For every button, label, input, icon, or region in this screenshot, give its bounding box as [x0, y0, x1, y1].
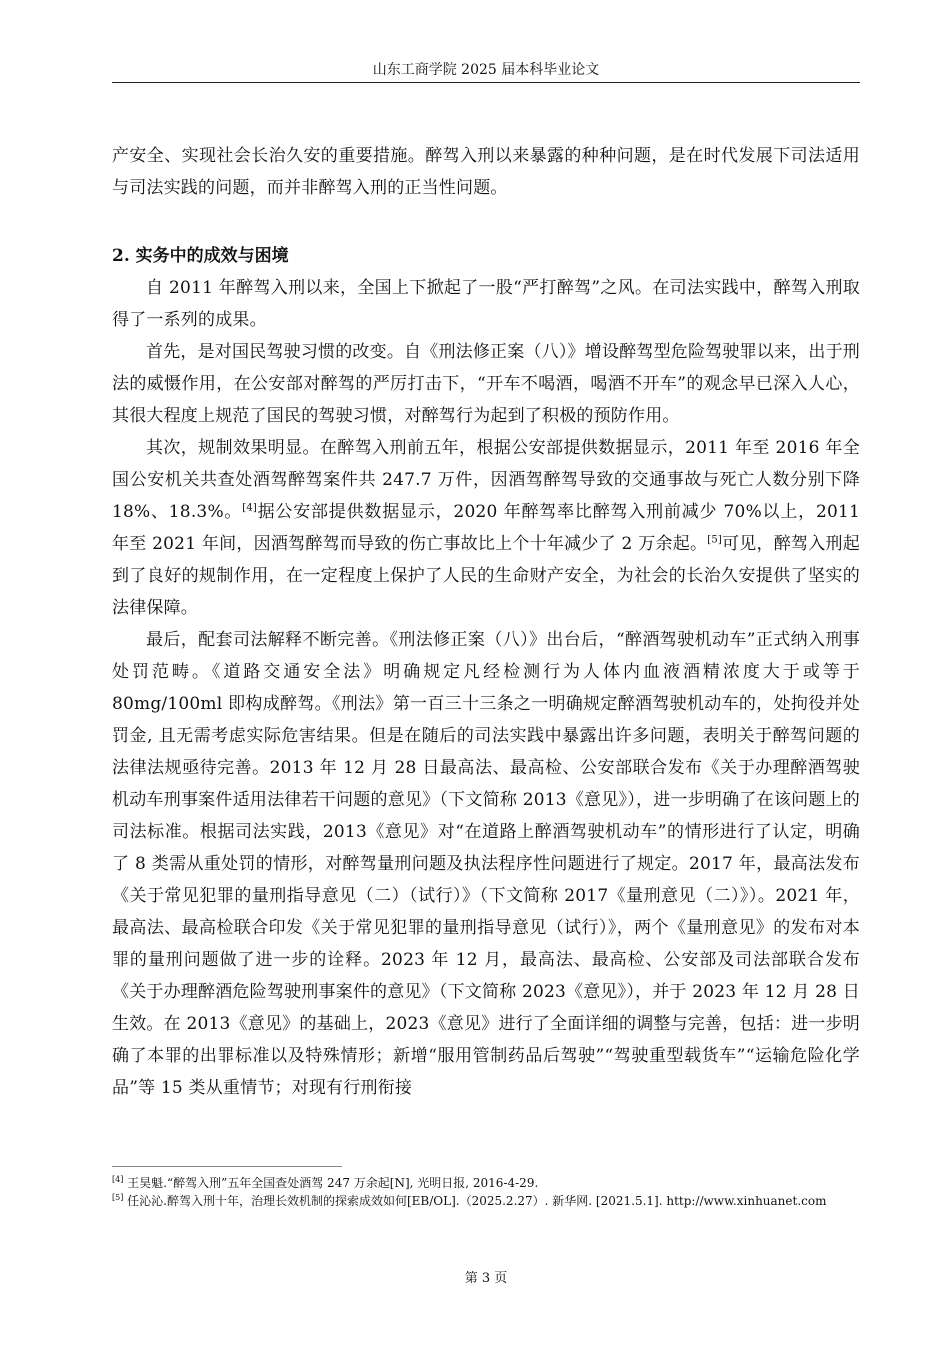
footnote-text: 任沁沁.醉驾入刑十年，治理长效机制的探索成效如何[EB/OL].（2025.2.27）. 新华网. [2021.5.1]. http://www.xinhuanet.com — [123, 1194, 827, 1208]
section-heading: 2. 实务中的成效与困境 — [112, 246, 289, 266]
header-rule — [112, 82, 860, 83]
citation-ref-4: [4] — [242, 502, 257, 514]
footnote-text: 王昊魁.“醉驾入刑”五年全国查处酒驾 247 万余起[N], 光明日报, 2016-4-29. — [123, 1176, 539, 1190]
footnote-mark: [5] — [112, 1193, 124, 1202]
footnote-rule — [112, 1166, 342, 1167]
footnote-5 — [112, 1192, 860, 1210]
paragraph-intro: 自 2011 年醉驾入刑以来，全国上下掀起了一股“严打醉驾”之风。在司法实践中，醉驾入刑取得了一系列的成果。 — [112, 278, 860, 330]
page-header: 山东工商学院 2025 届本科毕业论文 — [372, 62, 600, 78]
footnote-4 — [112, 1174, 860, 1192]
paragraph-text: 其次，规制效果明显。在醉驾入刑前五年，根据公安部提供数据显示，2011 年至 2016 年全国公安机关共查处酒驾醉驾案件共 247.7 万件，因酒驾醉驾导致的交通事故与死亡人数分别下降 18%、18.3%。 — [112, 438, 860, 522]
page-number: 第 3 页 — [464, 1271, 508, 1286]
footnote-mark: [4] — [112, 1175, 124, 1184]
paragraph-second-effect — [112, 432, 860, 624]
paragraph-text: 可见，醉驾入刑起到了良好的规制作用，在一定程度上保护了人民的生命财产安全，为社会的长治久安提供了坚实的法律保障。 — [112, 534, 860, 618]
citation-ref-5: [5] — [707, 534, 722, 546]
body-text — [112, 140, 860, 1104]
footnotes — [112, 1174, 860, 1210]
paragraph-text: 据公安部提供数据显示，2020 年醉驾率比醉驾入刑前减少 70%以上，2011 年至 2021 年间，因酒驾醉驾而导致的伤亡事故比上个十年减少了 2 万余起。 — [112, 502, 861, 554]
paragraph-continued: 产安全、实现社会长治久安的重要措施。醉驾入刑以来暴露的种种问题，是在时代发展下司法适用与司法实践的问题，而并非醉驾入刑的正当性问题。 — [112, 146, 860, 198]
paragraph-third-effect: 最后，配套司法解释不断完善。《刑法修正案（八）》出台后，“醉酒驾驶机动车”正式纳入刑事处罚范畴。《道路交通安全法》明确规定凡经检测行为人体内血液酒精浓度大于或等于 80mg/100ml 即构成醉驾。《刑法》第一百三十三条之一明确规定醉酒驾驶机动车的，处拘役并处罚金, 且无需考虑实际危害结果。但是在随后的司法实践中暴露出许多问题，表明关于醉驾问题的法律法规亟待完善。2013 年 12 月 28 日最高法、最高检、公安部联合发布《关于办理醉酒驾驶机动车刑事案件适用法律若干问题的意见》（下文简称 2013《意见》），进一步明确了在该问题上的司法标准。根据司法实践，2013《意见》对“在道路上醉酒驾驶机动车”的情形进行了认定，明确了 8 类需从重处罚的情形，对醉驾量刑问题及执法程序性问题进行了规定。2017 年，最高法发布《关于常见犯罪的量刑指导意见（二）（试行）》（下文简称 2017《量刑意见（二）》）。2021 年，最高法、最高检联合印发《关于常见犯罪的量刑指导意见（试行）》，两个《量刑意见》的发布对本罪的量刑问题做了进一步的诠释。2023 年 12 月，最高法、最高检、公安部及司法部联合发布《关于办理醉酒危险驾驶刑事案件的意见》（下文简称 2023《意见》），并于 2023 年 12 月 28 日生效。在 2013《意见》的基础上，2023《意见》进行了全面详细的调整与完善，包括：进一步明确了本罪的出罪标准以及特殊情形；新增“服用管制药品后驾驶”“驾驶重型载货车”“运输危险化学品”等 15 类从重情节；对现有行刑衔接 — [112, 630, 860, 1098]
paragraph-first-effect: 首先，是对国民驾驶习惯的改变。自《刑法修正案（八）》增设醉驾型危险驾驶罪以来，出于刑法的威慑作用，在公安部对醉驾的严厉打击下，“开车不喝酒，喝酒不开车”的观念早已深入人心，其很大程度上规范了国民的驾驶习惯，对醉驾行为起到了积极的预防作用。 — [112, 342, 860, 426]
